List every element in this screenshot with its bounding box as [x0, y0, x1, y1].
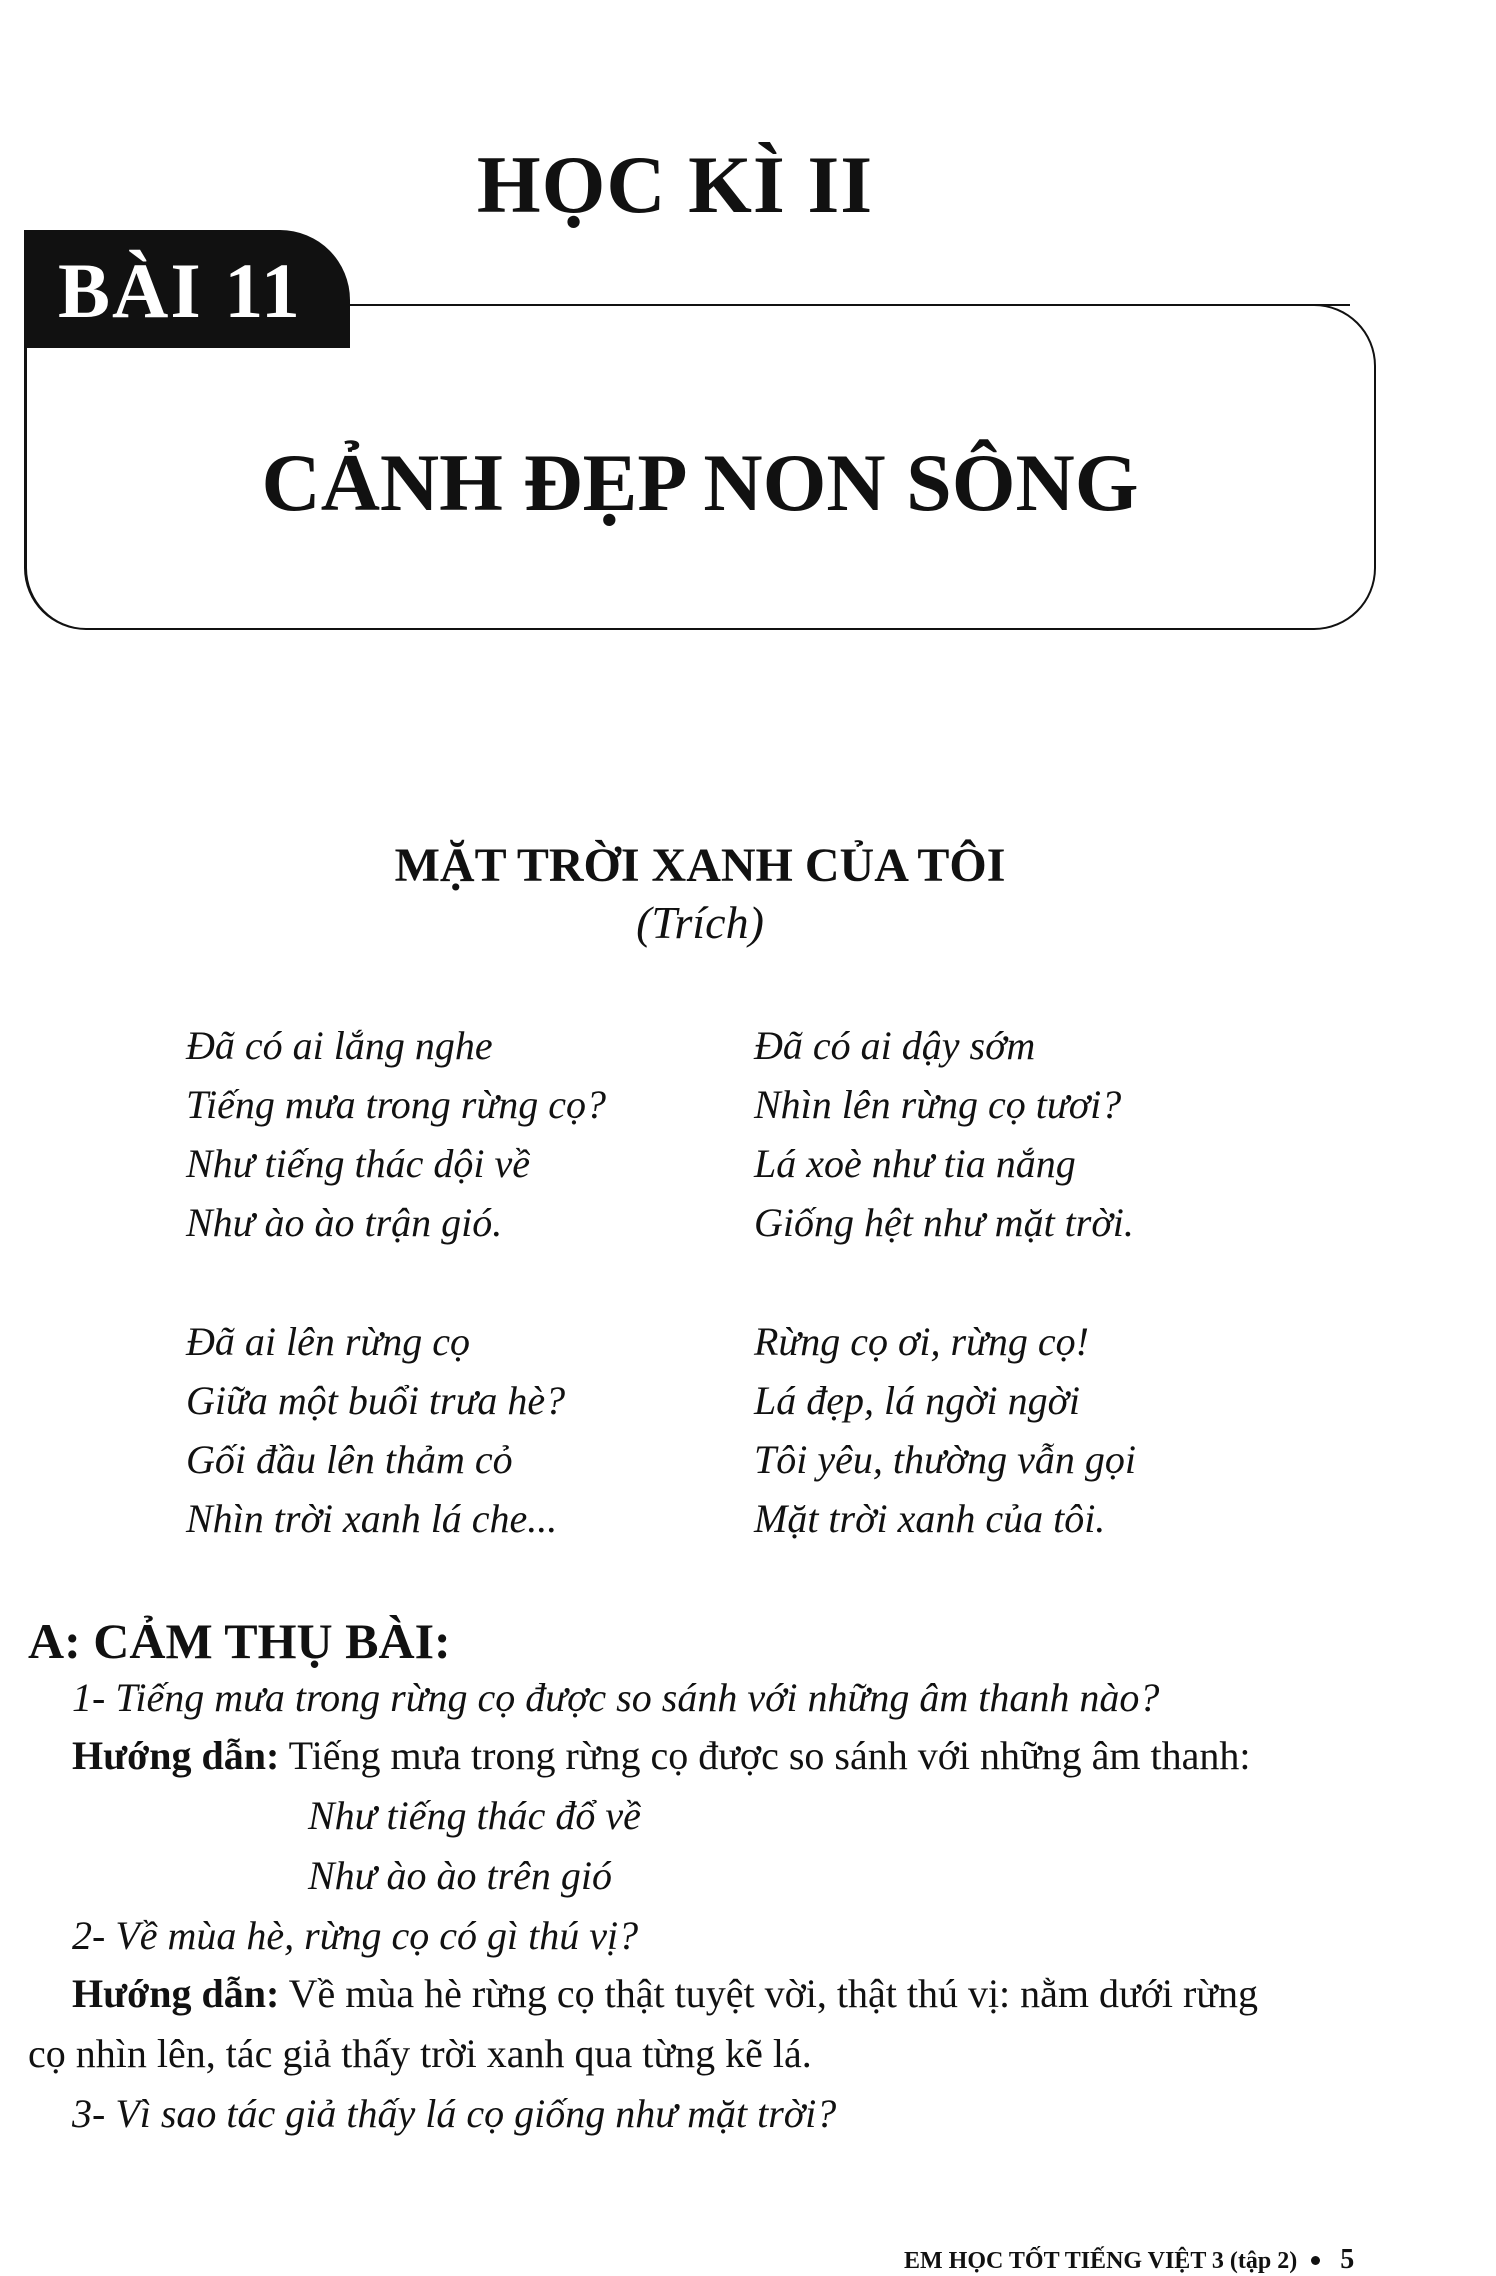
poem-line: Đã có ai dậy sớm: [754, 1023, 1036, 1068]
question-1: 1- Tiếng mưa trong rừng cọ được so sánh với những âm thanh nào?: [72, 1675, 1160, 1720]
poem-line: Như ào ào trận gió.: [186, 1200, 503, 1245]
answer-1-text: Tiếng mưa trong rừng cọ được so sánh với những âm thanh:: [279, 1733, 1251, 1778]
answer-1: [72, 1732, 1251, 1779]
poem-line: Nhìn lên rừng cọ tươi?: [754, 1082, 1122, 1127]
poem-line: Đã ai lên rừng cọ: [186, 1319, 471, 1364]
answer-2-text: Về mùa hè rừng cọ thật tuyệt vời, thật thú vị: nằm dưới rừng: [279, 1971, 1258, 2016]
poem-stanza-1: [186, 1016, 606, 1252]
lesson-title: CẢNH ĐẸP NON SÔNG: [261, 437, 1139, 528]
poem-line: Rừng cọ ơi, rừng cọ!: [754, 1319, 1089, 1364]
poem-line: Tôi yêu, thường vẫn gọi: [754, 1437, 1137, 1482]
poem-line: Nhìn trời xanh lá che...: [186, 1496, 558, 1541]
section-heading: A: CẢM THỤ BÀI:: [28, 1613, 451, 1669]
guide-label: Hướng dẫn:: [72, 1733, 280, 1778]
answer-2: [72, 1970, 1258, 2017]
poem-line: Như tiếng thác dội về: [186, 1141, 530, 1186]
poem-subtitle: (Trích): [636, 897, 764, 948]
question-3: 3- Vì sao tác giả thấy lá cọ giống như mặt trời?: [72, 2091, 837, 2136]
poem-stanza-4: [754, 1312, 1136, 1548]
poem-line: Tiếng mưa trong rừng cọ?: [186, 1082, 606, 1127]
semester-heading: HỌC KÌ II: [476, 139, 874, 230]
question-2: 2- Về mùa hè, rừng cọ có gì thú vị?: [72, 1913, 639, 1958]
lesson-tab-divider: [350, 304, 1350, 306]
poem-line: Lá đẹp, lá ngời ngời: [754, 1378, 1081, 1423]
answer-1-quote-line: Như ào ào trên gió: [308, 1853, 613, 1898]
poem-line: Mặt trời xanh của tôi.: [754, 1496, 1106, 1541]
guide-label: Hướng dẫn:: [72, 1971, 280, 2016]
lesson-number: BÀI 11: [58, 247, 302, 334]
poem-title: MẶT TRỜI XANH CỦA TÔI: [394, 839, 1006, 892]
book-title: EM HỌC TỐT TIẾNG VIỆT 3 (tập 2): [904, 2248, 1298, 2274]
answer-2-continuation: cọ nhìn lên, tác giả thấy trời xanh qua từng kẽ lá.: [28, 2031, 812, 2076]
poem-line: Đã có ai lắng nghe: [186, 1023, 493, 1068]
answer-1-quote-line: Như tiếng thác đổ về: [308, 1793, 641, 1838]
poem-line: Giống hệt như mặt trời.: [754, 1200, 1134, 1245]
page-number: 5: [1340, 2244, 1355, 2275]
poem-line: Lá xoè như tia nắng: [754, 1141, 1076, 1186]
poem-stanza-3: [186, 1312, 565, 1548]
poem-stanza-2: [754, 1016, 1134, 1252]
page-footer: [904, 2244, 1354, 2276]
poem-line: Gối đầu lên thảm cỏ: [186, 1437, 513, 1482]
bullet-icon: [1311, 2256, 1320, 2265]
poem-line: Giữa một buổi trưa hè?: [186, 1378, 566, 1423]
